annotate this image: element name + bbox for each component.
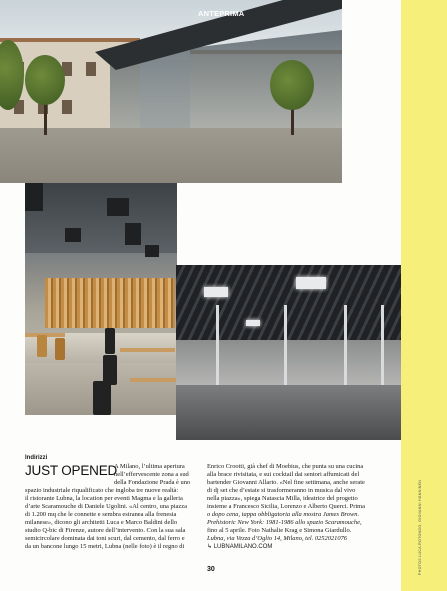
chair [93,381,111,415]
text-line: studio Q-bic di Firenze, autore dell’intervento. Con la sua sala [25,527,186,535]
table [130,378,177,382]
article-title: JUST OPENED [25,463,118,478]
tree [25,55,65,105]
bottle-shelf [45,278,175,328]
text-line: il ristorante Lubna, la location per eventi Magma e la galleria [25,495,183,503]
pendant-lamp [125,223,141,245]
bar-interior-photo [25,183,177,415]
page-number: 30 [207,566,215,573]
text-line: da un bancone lungo 15 metri, Lubna (nelle foto) è il regno di [25,543,185,551]
truss-roof [176,265,401,340]
skylight [204,287,228,297]
pendant-lamp [25,183,43,211]
website-link[interactable]: ↳ LUBNAMILANO.COM [207,544,273,551]
pendant-lamp [145,245,159,257]
text-line: di 1.200 mq che le connette e sembra estranea alla frenesia [25,511,177,519]
text-line: spazio industriale riqualificato che ingloba tre nuove realtà: [25,487,179,494]
article-column-left [25,487,187,551]
text-line: milanese», dicono gli architetti Luca e Marco Baldini dello [25,519,178,527]
ceiling [25,183,177,253]
pendant-lamp [107,198,129,216]
article-column-right [207,463,365,552]
table [120,348,175,352]
text-line: della Fondazione Prada è uno [114,479,191,487]
text-line: semicircolare dominata dai toni scuri, dal cemento, dal ferro e [25,535,185,543]
address-line: Lubna, via Vezza d’Oglio 14, Milano, tel. 0252021076 [207,535,348,543]
text-line: Enrico Crootti, già chef di Moebius, che punta su una cucina [207,463,364,470]
article-kicker: Indirizzi [25,455,48,461]
window [86,62,96,76]
text-line: o dopo cena, tappa obbligatoria alla mostra James Brown. [207,511,360,519]
text-line: alla brace rivisitata, e sui cocktail dai sentori affumicati del [207,471,360,479]
tree [270,60,314,110]
courtyard-photo [0,0,342,183]
back-wall [176,340,401,385]
text-line: bartender Giovanni Allario. «Nel fine settimana, anche serate [207,479,365,487]
skylight [296,277,326,289]
window [62,100,72,114]
text-line: A Milano, l’ultima apertura [114,463,185,470]
hangar-hall-photo [176,265,401,440]
photo-credit: PHOTOS LUCA ROTONDO, GIOVANNI HÄNNINEN [418,479,422,575]
text-line: Prehistoric New York: 1981-1986 allo spazio Scaramouche, [207,519,362,527]
pendant-lamp [65,228,81,242]
article-intro-column [114,463,190,487]
text-line: nell’effervescente zona a sud [114,471,189,479]
skylight [246,320,260,326]
paved-courtyard [0,128,342,183]
chair [105,328,115,354]
text-line: insieme a Francesco Sicilia, Lorenzo e Alberto Querci. Prima [207,503,366,511]
text-line: d’arte Scaramouche di Daniele Ugolini. «Al centro, una piazza [25,503,187,511]
polished-floor [176,385,401,440]
chair [37,335,47,357]
chair [55,338,65,360]
text-line: fino al 5 aprile. Foto Nathalie Krag e Simona Giardullo. [207,527,352,535]
text-line: nella piazza», spiega Natascia Milla, ideatrice del progetto [207,495,358,503]
text-line: di dj set che d’estate si trasformeranno in musica dal vivo [207,487,356,495]
section-tag: ANTEPRIMA [198,9,245,18]
